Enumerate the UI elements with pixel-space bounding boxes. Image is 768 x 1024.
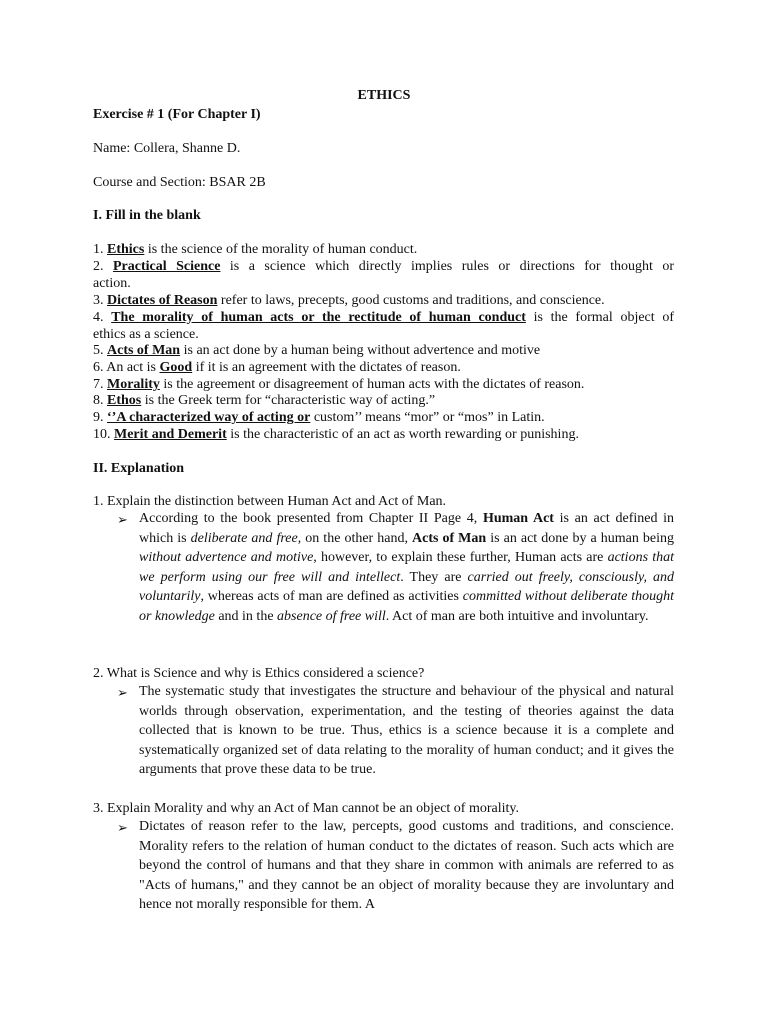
blank-item-5: 5. Acts of Man is an act done by a human being without advertence and motive [93, 343, 541, 358]
arrow-bullet-icon: ➢ [117, 820, 128, 835]
arrow-bullet-icon: ➢ [117, 685, 128, 700]
blank-item-4-cont: ethics as a science. [93, 327, 199, 342]
blank-answer: Good [159, 360, 193, 375]
blank-item-4: 4. The morality of human acts or the rectitude of human conduct is the formal object of [93, 310, 675, 325]
blank-item-6: 6. An act is Good if it is an agreement with the dictates of reason. [93, 360, 461, 375]
student-name: Name: Collera, Shanne D. [93, 141, 241, 156]
blank-answer: ‘’A characterized way of acting or [107, 410, 311, 425]
arrow-bullet-icon: ➢ [117, 512, 128, 527]
blank-item-8: 8. Ethos is the Greek term for “characteristic way of acting.” [93, 393, 436, 408]
blank-item-3: 3. Dictates of Reason refer to laws, precepts, good customs and traditions, and conscience. [93, 293, 605, 308]
question-3: 3. Explain Morality and why an Act of Man cannot be an object of morality. [93, 801, 519, 816]
answer-1: According to the book presented from Chapter II Page 4, Human Act is an act defined in which is deliberate and free, on the other hand, Acts of Man is an act done by a human being without advertence and motive, however, to explain these further, Human acts are actions that we perform using our free will and intellect. They are carried out freely, consciously, and voluntarily, whereas acts of man are defined as activities committed without deliberate thought or knowledge and in the absence of free will. Act of man are both intuitive and involuntary. [139, 511, 675, 624]
course-section: Course and Section: BSAR 2B [93, 175, 266, 190]
blank-item-2-cont: action. [93, 276, 131, 291]
blank-answer: Ethos [107, 393, 142, 408]
blank-answer: Acts of Man [107, 343, 181, 358]
blank-answer: Dictates of Reason [107, 293, 218, 308]
section-1-heading: I. Fill in the blank [93, 208, 201, 223]
blank-item-7: 7. Morality is the agreement or disagreement of human acts with the dictates of reason. [93, 377, 585, 392]
answer-2: The systematic study that investigates the structure and behaviour of the physical and natural worlds through observation, experimentation, and the testing of theories against the data collected that is known to be true. Thus, ethics is a science because it is a complete and systematically organized set of data relating to the morality of human conduct; and it gives the arguments that prove these data to be true. [139, 684, 674, 777]
blank-item-2: 2. Practical Science is a science which directly implies rules or directions for thought or [93, 259, 674, 274]
blank-answer: The morality of human acts or the rectitude of human conduct [111, 310, 526, 325]
exercise-heading: Exercise # 1 (For Chapter I) [93, 107, 261, 122]
blank-item-1: 1. Ethics is the science of the morality of human conduct. [93, 242, 418, 257]
blank-item-10: 10. Merit and Demerit is the characteristic of an act as worth rewarding or punishing. [93, 427, 579, 442]
answer-3: Dictates of reason refer to the law, percepts, good customs and traditions, and conscience. Morality refers to the relation of human conduct to the dictates of reason. Such acts which are beyond the control of humans and that they share in common with animals are referred to as "Acts of humans," and they cannot be an object of morality because they are involuntary and hence not morally responsible for them. A [139, 819, 674, 912]
blank-answer: Merit and Demerit [114, 427, 227, 442]
blank-answer: Ethics [107, 242, 145, 257]
document-title: ETHICS [357, 88, 411, 103]
blank-answer: Practical Science [112, 259, 221, 274]
question-1: 1. Explain the distinction between Human Act and Act of Man. [93, 494, 447, 509]
section-2-heading: II. Explanation [93, 461, 185, 476]
blank-item-9: 9. ‘’A characterized way of acting or custom’’ means “mor” or “mos” in Latin. [93, 410, 545, 425]
blank-answer: Morality [107, 377, 160, 392]
question-2: 2. What is Science and why is Ethics considered a science? [93, 666, 425, 681]
